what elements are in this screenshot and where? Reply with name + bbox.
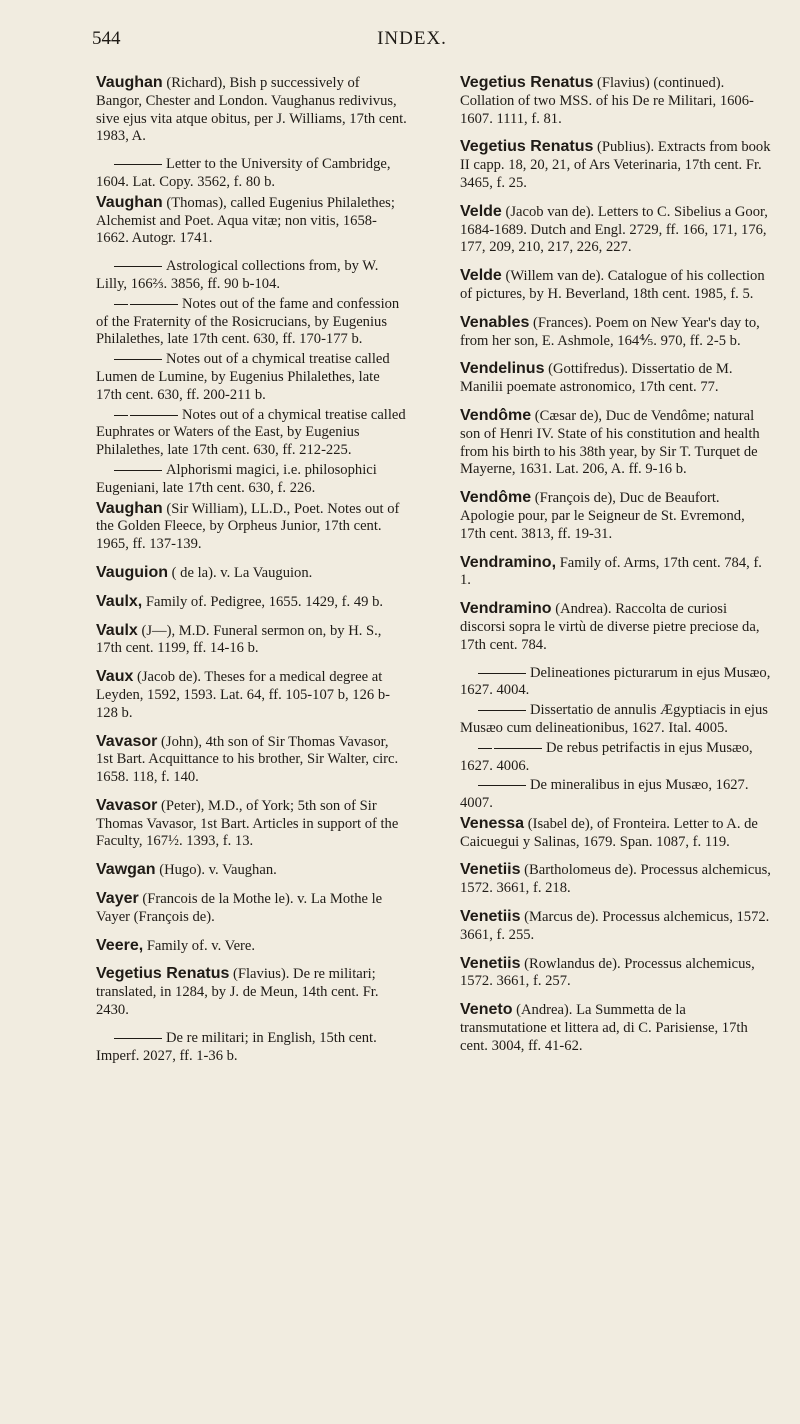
entry-text: (Flavius). De re militari; translated, in 1284, by J. de Meun, 14th cent. Fr. 2430. — [96, 966, 379, 1019]
entry-text: (Marcus de). Processus alchemicus, 1572. 3661, f. 255. — [460, 909, 770, 943]
index-entry — [460, 267, 772, 304]
entry-text: (Francois de la Mothe le). v. La Mothe le Vayer (François de). — [96, 891, 383, 925]
entry-heading: Vauguion — [96, 563, 168, 581]
lead-dash — [114, 415, 128, 416]
ditto-dash — [494, 748, 542, 749]
index-entry — [96, 593, 408, 612]
entry-text: Alphorismi magici, i.e. philosophici Eugeniani, late 17th cent. 630, f. 226. — [96, 461, 377, 496]
entry-heading: Veere, — [96, 936, 144, 954]
index-entry — [96, 622, 408, 659]
entry-text: (Bartholomeus de). Processus alchemicus, 1572. 3661, f. 218. — [460, 862, 771, 897]
entry-heading: Venetiis — [460, 861, 521, 879]
entry-heading: Vendramino, — [460, 553, 557, 571]
ditto-dash — [114, 359, 162, 360]
entry-heading: Vegetius Renatus — [96, 965, 230, 983]
entry-heading: Venessa — [460, 814, 525, 832]
entry-text: Notes out of a chymical treatise called Lumen de Lumine, by Eugenius Philalethes, late 17th cent. 630, ff. 200-211 b. — [96, 351, 390, 403]
index-subentry — [460, 740, 772, 776]
index-entry — [96, 733, 408, 787]
ditto-dash — [114, 1038, 162, 1039]
index-entry — [460, 1001, 772, 1055]
entry-heading: Venables — [460, 313, 530, 331]
entry-text: (Peter), M.D., of York; 5th son of Sir Thomas Vavasor, 1st Bart. Articles in support of the Faculty, 167½. 1393, f. 13. — [96, 797, 399, 850]
ditto-dash — [114, 470, 162, 471]
index-entry — [460, 600, 772, 654]
entry-heading: Vendôme — [460, 406, 532, 424]
entry-text: (Publius). Extracts from book II capp. 18, 20, 21, of Ars Veterinaria, 17th cent. Fr. 3465, f. 25. — [460, 139, 771, 191]
index-entry — [460, 908, 772, 945]
entry-text: Notes out of the fame and confession of the Fraternity of the Rosicrucians, by Eugenius Philalethes, late 17th cent. 630, ff. 170-177 b. — [96, 295, 400, 348]
index-subentry — [96, 351, 408, 404]
lead-dash — [478, 748, 492, 749]
entry-text: Astrological collections from, by W. Lilly, 166⅔. 3856, ff. 90 b-104. — [96, 258, 379, 292]
index-subentry — [460, 777, 772, 813]
entry-heading: Vendelinus — [460, 360, 545, 378]
entry-text: Family of. Arms, 17th cent. 784, f. 1. — [460, 554, 762, 589]
entry-text: Notes out of a chymical treatise called Euphrates or Waters of the East, by Eugenius Philalethes, late 17th cent. 630, ff. 212-225. — [96, 406, 406, 459]
index-entry — [96, 74, 408, 146]
entry-text: (John), 4th son of Sir Thomas Vavasor, 1st Bart. Acquittance to his brother, Sir Walter, circ. 1658. 118, f. 140. — [96, 733, 399, 786]
lead-dash — [114, 304, 128, 305]
index-subentry — [96, 462, 408, 498]
entry-text: (Andrea). La Summetta de la transmutatione et littera ad, di C. Parisiense, 17th cent. 3004, ff. 41-62. — [460, 1002, 748, 1054]
index-entry — [460, 955, 772, 992]
index-entry — [460, 360, 772, 397]
entry-text: (Andrea). Raccolta de curiosi discorsi sopra le virtù de diverse pietre preciose da, 17th cent. 784. — [460, 601, 760, 653]
ditto-dash — [478, 785, 526, 786]
entry-text: Letter to the University of Cambridge, 1604. Lat. Copy. 3562, f. 80 b. — [96, 156, 391, 190]
entry-text: (Gottifredus). Dissertatio de M. Manilii poemate astronomico, 17th cent. 77. — [460, 361, 733, 396]
ditto-dash — [130, 415, 178, 416]
index-subentry — [96, 1030, 408, 1066]
ditto-dash — [478, 710, 526, 711]
entry-heading: Vaulx — [96, 621, 138, 639]
entry-heading: Vegetius Renatus — [460, 138, 594, 156]
ditto-dash — [114, 164, 162, 165]
index-entry — [96, 861, 408, 880]
index-entry — [460, 138, 772, 192]
entry-heading: Vaulx, — [96, 592, 143, 610]
entry-text: ( de la). v. La Vauguion. — [171, 564, 313, 581]
ditto-dash — [130, 304, 178, 305]
entry-text: De rebus petrifactis in ejus Musæo, 1627. 4006. — [460, 739, 753, 774]
entry-heading: Vaux — [96, 668, 134, 686]
entry-heading: Vayer — [96, 890, 139, 908]
index-entry — [460, 554, 772, 591]
entry-heading: Venetiis — [460, 908, 521, 926]
entry-heading: Vegetius Renatus — [460, 74, 594, 91]
index-entry — [460, 314, 772, 351]
index-entry — [96, 668, 408, 722]
index-entry — [460, 861, 772, 898]
entry-heading: Velde — [460, 202, 502, 220]
right-column — [460, 74, 772, 1066]
index-entry — [96, 500, 408, 554]
index-entry — [460, 407, 772, 479]
entry-heading: Venetiis — [460, 954, 521, 972]
entry-text: (Frances). Poem on New Year's day to, from her son, E. Ashmole, 164⅘. 970, ff. 2-5 b. — [460, 314, 760, 349]
entry-heading: Veneto — [460, 1001, 513, 1019]
ditto-dash — [114, 266, 162, 267]
entry-text: De mineralibus in ejus Musæo, 1627. 4007. — [460, 777, 749, 812]
entry-heading: Vaughan — [96, 193, 163, 211]
index-entry — [96, 194, 408, 248]
ditto-dash — [478, 673, 526, 674]
running-head: INDEX. — [377, 28, 447, 49]
entry-text: Family of. v. Vere. — [146, 937, 256, 954]
entry-heading: Vavasor — [96, 796, 158, 814]
entry-text: (J—), M.D. Funeral sermon on, by H. S., 17th cent. 1199, ff. 14-16 b. — [96, 622, 382, 657]
entry-text: (Jacob van de). Letters to C. Sibelius a Goor, 1684-1689. Dutch and Engl. 2729, ff. 166, 171, 176, 177, 209, 210, 217, 226, 227. — [460, 203, 768, 256]
entry-text: (Cæsar de), Duc de Vendôme; natural son of Henri IV. State of his constitution and health from his birth to his 38th year, by Sir T. Turquet de Mayerne, 1631. Lat. 206, A. ff. 9-16 b. — [460, 407, 760, 478]
entry-heading: Vaughan — [96, 499, 163, 517]
index-subentry — [460, 702, 772, 738]
left-column — [96, 74, 408, 1067]
entry-text: (Rowlandus de). Processus alchemicus, 1572. 3661, f. 257. — [460, 955, 755, 990]
index-entry — [460, 203, 772, 257]
entry-text: (Sir William), LL.D., Poet. Notes out of the Golden Fleece, by Orpheus Junior, 17th cent. 1965, ff. 137-139. — [96, 500, 400, 553]
entry-heading: Velde — [460, 267, 502, 285]
entry-heading: Vendôme — [460, 489, 532, 507]
index-entry — [96, 564, 408, 583]
index-entry — [460, 489, 772, 543]
entry-text: De re militari; in English, 15th cent. Imperf. 2027, ff. 1-36 b. — [96, 1029, 377, 1064]
entry-text: (Thomas), called Eugenius Philalethes; Alchemist and Poet. Aqua vitæ; non vitis, 1658-1662. Autogr. 1741. — [96, 194, 395, 247]
entry-text: (Jacob de). Theses for a medical degree at Leyden, 1592, 1593. Lat. 64, ff. 105-107 b, 126 b-128 b. — [96, 669, 390, 721]
entry-heading: Vavasor — [96, 732, 158, 750]
index-entry — [96, 890, 408, 927]
entry-text: Family of. Pedigree, 1655. 1429, f. 49 b. — [145, 593, 384, 610]
index-subentry — [460, 665, 772, 701]
entry-text: (Flavius) (continued). Collation of two MSS. of his De re Militari, 1606-1607. 1111, f. 81. — [460, 75, 754, 127]
index-entry — [460, 815, 772, 852]
index-subentry — [96, 407, 408, 460]
entry-text: (Willem van de). Catalogue of his collection of pictures, by H. Beverland, 18th cent. 1985, f. 5. — [460, 268, 765, 302]
entry-text: (Hugo). v. Vaughan. — [159, 862, 277, 879]
entry-heading: Vendramino — [460, 600, 552, 618]
entry-heading: Vawgan — [96, 861, 156, 879]
entry-text: Delineationes picturarum in ejus Musæo, 1627. 4004. — [460, 664, 771, 699]
index-entry — [96, 965, 408, 1019]
entry-text: (Isabel de), of Fronteira. Letter to A. de Caicuegui y Salinas, 1679. Span. 1087, f. 119. — [460, 815, 758, 850]
entry-heading: Vaughan — [96, 74, 163, 91]
index-subentry — [96, 258, 408, 294]
index-subentry — [96, 156, 408, 192]
index-entry — [96, 937, 408, 956]
index-subentry — [96, 296, 408, 349]
page-header — [92, 28, 732, 58]
entry-text: (Richard), Bish p successively of Bangor, Chester and London. Vaughanus redivivus, sive ejus vita atque obitus, per J. Williams, 17th cent. 1983, A. — [96, 75, 407, 145]
index-entry — [460, 74, 772, 128]
entry-text: Dissertatio de annulis Ægyptiacis in ejus Musæo cum delineationibus, 1627. Ital. 4005. — [460, 702, 768, 736]
entry-text: (François de), Duc de Beaufort. Apologie pour, par le Seigneur de St. Evremond, 17th cent. 3813, ff. 19-31. — [460, 490, 745, 542]
page-number: 544 — [92, 28, 121, 49]
index-entry — [96, 797, 408, 851]
